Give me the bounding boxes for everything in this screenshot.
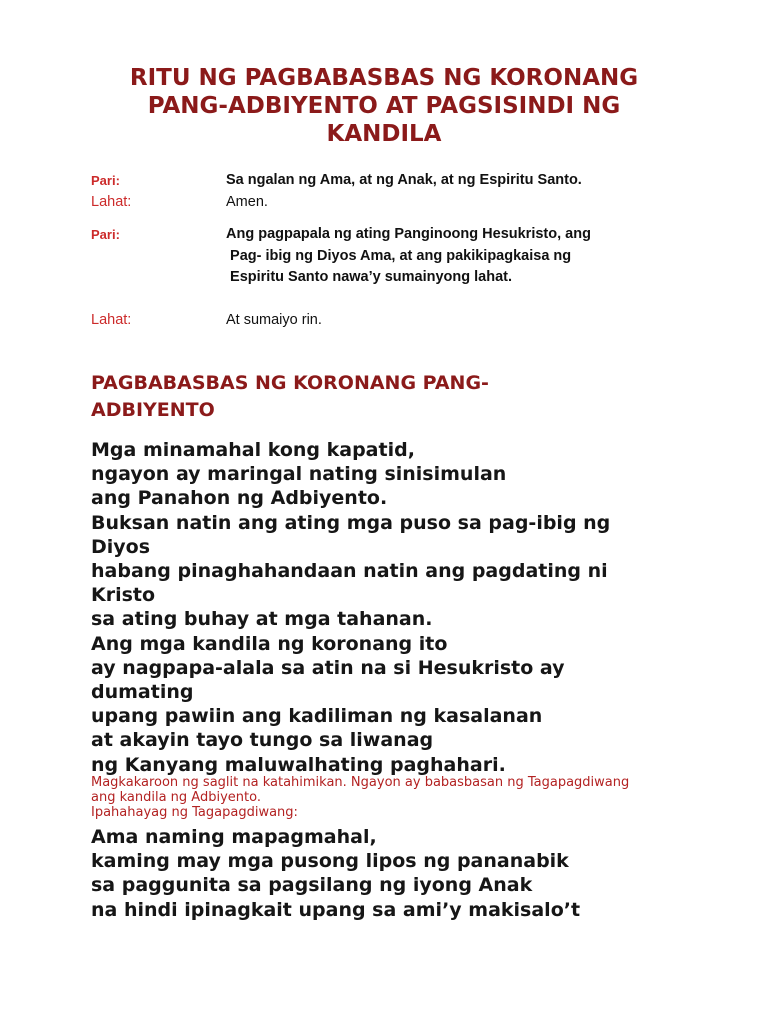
dialogue-row-all bbox=[91, 310, 711, 332]
title-line: RITU NG PAGBABASBAS NG KORONANG bbox=[129, 65, 639, 91]
prayer-line: habang pinaghahandaan natin ang pagdating ni bbox=[91, 560, 608, 583]
dialogue-text bbox=[226, 170, 711, 192]
celebrant-prayer bbox=[91, 825, 731, 922]
prayer-line: Kristo bbox=[91, 584, 156, 607]
dialogue-line: Sa ngalan ng Ama, at ng Anak, at ng Espiritu Santo. bbox=[226, 172, 582, 188]
dialogue-line: At sumaiyo rin. bbox=[226, 311, 322, 328]
section-title bbox=[91, 370, 611, 424]
dialogue-line: Amen. bbox=[226, 193, 268, 210]
prayer-line: Ang mga kandila ng koronang ito bbox=[91, 632, 448, 655]
prayer-line: at akayin tayo tungo sa liwanag bbox=[91, 729, 434, 752]
rubric-instruction bbox=[91, 775, 691, 820]
title-line: PANG-ADBIYENTO AT PAGSISINDI NG bbox=[147, 93, 621, 119]
document-title bbox=[60, 64, 708, 148]
prayer-line: Mga minamahal kong kapatid, bbox=[91, 439, 415, 461]
prayer-line: na hindi ipinagkait upang sa ami’y makisalo’t bbox=[91, 898, 581, 921]
rubric-line: Ipahahayag ng Tagapagdiwang: bbox=[91, 805, 298, 820]
rubric-line: ang kandila ng Adbiyento. bbox=[91, 790, 261, 805]
prayer-line: sa paggunita sa pagsilang ng iyong Anak bbox=[91, 874, 533, 897]
dialogue-text bbox=[226, 192, 711, 214]
section-title-line: PAGBABASBAS NG KORONANG PANG- bbox=[91, 372, 489, 394]
speaker-label: Pari: bbox=[91, 227, 120, 242]
rubric-line: Magkakaroon ng saglit na katahimikan. Ngayon ay babasbasan ng Tagapagdiwang bbox=[91, 775, 630, 790]
prayer-line: ngayon ay maringal nating sinisimulan bbox=[91, 463, 507, 486]
speaker-label: Lahat: bbox=[91, 311, 132, 328]
prayer-line: dumating bbox=[91, 681, 194, 704]
opening-dialogue bbox=[91, 170, 711, 331]
dialogue-row-priest bbox=[91, 170, 711, 192]
prayer-line: ay nagpapa-alala sa atin na si Hesukristo ay bbox=[91, 656, 565, 679]
dialogue-line: Ang pagpapala ng ating Panginoong Hesukristo, ang bbox=[226, 226, 591, 242]
prayer-line: sa ating buhay at mga tahanan. bbox=[91, 608, 433, 631]
prayer-line: Diyos bbox=[91, 535, 151, 558]
dialogue-line: Espiritu Santo nawa’y sumainyong lahat. bbox=[226, 269, 513, 285]
title-line: KANDILA bbox=[326, 121, 442, 147]
section-title-line: ADBIYENTO bbox=[91, 399, 215, 421]
prayer-line: upang pawiin ang kadiliman ng kasalanan bbox=[91, 705, 543, 728]
prayer-line: ang Panahon ng Adbiyento. bbox=[91, 487, 388, 510]
blessing-prayer bbox=[91, 438, 731, 777]
prayer-line: kaming may mga pusong lipos ng pananabik bbox=[91, 850, 569, 873]
dialogue-text bbox=[226, 224, 711, 289]
speaker-label: Pari: bbox=[91, 173, 120, 188]
speaker-label: Lahat: bbox=[91, 193, 132, 210]
prayer-line: Ama naming mapagmahal, bbox=[91, 826, 377, 848]
prayer-line: ng Kanyang maluwalhating paghahari. bbox=[91, 753, 506, 776]
dialogue-row-priest bbox=[91, 224, 711, 289]
prayer-line: Buksan natin ang ating mga puso sa pag-ibig ng bbox=[91, 511, 611, 534]
dialogue-row-all bbox=[91, 192, 711, 214]
dialogue-text bbox=[226, 310, 711, 332]
dialogue-line: Pag- ibig ng Diyos Ama, at ang pakikipagkaisa ng bbox=[226, 247, 572, 264]
